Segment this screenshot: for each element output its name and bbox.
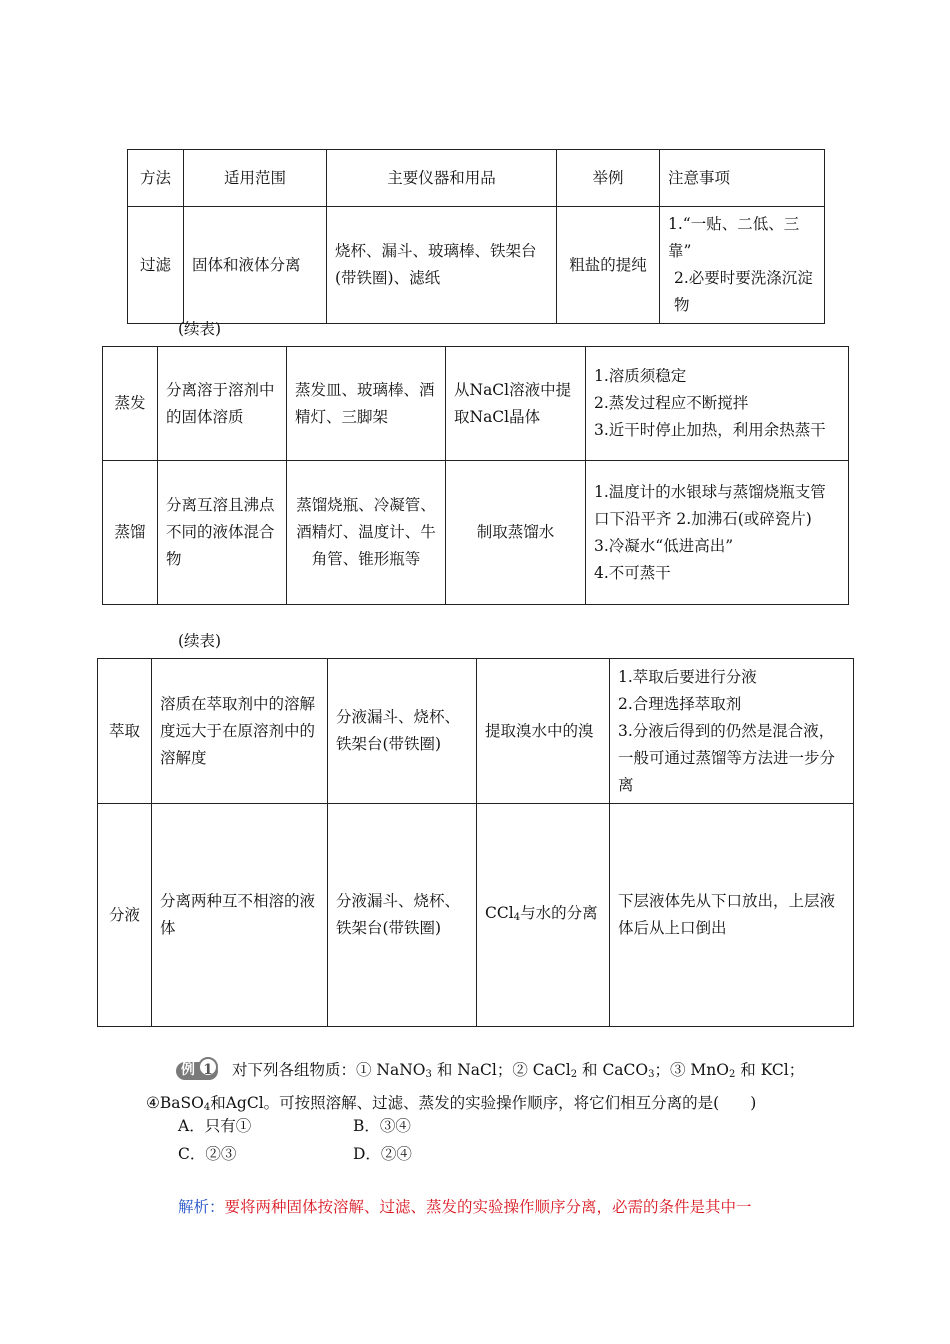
analysis [178,1193,752,1221]
separation-methods-table [127,149,825,324]
method-cell: 蒸发 [103,347,158,461]
note-line: 1.“一贴、二低、三靠” [668,215,800,260]
notes-cell [586,461,849,605]
question-line-2: ④BaSO$_4$和AgCl。可按照溶解、过滤、蒸发的实验操作顺序，将它们相互分离的是( ) [146,1094,757,1113]
option-d: D．②④ [353,1145,412,1163]
method-cell: 蒸馏 [103,461,158,605]
scope-cell: 分离两种互不相溶的液体 [152,804,328,1027]
notes-cell [660,207,825,324]
method-cell: 过滤 [128,207,184,324]
header-instruments: 主要仪器和用品 [327,150,557,207]
separation-methods-table-continued [102,346,849,605]
header-example: 举例 [557,150,660,207]
option-b: B．③④ [353,1117,411,1135]
example-cell: 提取溴水中的溴 [477,659,610,804]
example-cell: 从NaCl溶液中提取NaCl晶体 [446,347,586,461]
instruments-cell: 烧杯、漏斗、玻璃棒、铁架台(带铁圈)、滤纸 [327,207,557,324]
instruments-cell: 蒸发皿、玻璃棒、酒精灯、三脚架 [287,347,446,461]
note-line: 1.萃取后要进行分液 [618,667,757,686]
notes-cell [610,659,854,804]
note-line: 1.温度计的水银球与蒸馏烧瓶支管口下沿平齐 2.加沸石(或碎瓷片) [594,482,826,528]
instruments-cell: 分液漏斗、烧杯、铁架台(带铁圈) [328,659,477,804]
scope-cell: 固体和液体分离 [184,207,327,324]
note-line: 3.近干时停止加热，利用余热蒸干 [594,421,826,439]
example-badge-icon: 例 1 [176,1060,218,1082]
option-a: A．只有① [178,1117,252,1135]
method-cell: 分液 [98,804,152,1027]
note-line: 2.必要时要洗涤沉淀物 [674,269,813,314]
analysis-text: 要将两种固体按溶解、过滤、蒸发的实验操作顺序分离，必需的条件是其中一 [224,1198,752,1216]
header-scope: 适用范围 [184,150,327,207]
option-c: C．②③ [178,1145,237,1163]
scope-cell: 溶质在萃取剂中的溶解度远大于在原溶剂中的溶解度 [152,659,328,804]
header-notes: 注意事项 [660,150,825,207]
note-line: 3.冷凝水“低进高出” [594,536,734,555]
scope-cell: 分离溶于溶剂中的固体溶质 [158,347,287,461]
note-line: 3.分液后得到的仍然是混合液，一般可通过蒸馏等方法进一步分离 [618,721,836,794]
note-line: 2.蒸发过程应不断搅拌 [594,394,749,412]
note-line: 1.溶质须稳定 [594,367,687,385]
note-line: 4.不可蒸干 [594,563,671,582]
example-cell: 粗盐的提纯 [557,207,660,324]
continued-caption: (续表) [178,632,222,650]
separation-methods-table-continued-2 [97,658,854,1027]
question-line-1: 例 1 对下列各组物质：① NaNO$_3$ 和 NaCl；② CaCl$_2$ 和 CaCO$_3$；③ MnO$_2$ 和 KCl； [146,1056,826,1089]
instruments-cell: 蒸馏烧瓶、冷凝管、酒精灯、温度计、牛角管、锥形瓶等 [287,461,446,605]
note-line: 2.合理选择萃取剂 [618,694,742,713]
example-cell: 制取蒸馏水 [446,461,586,605]
instruments-cell: 分液漏斗、烧杯、铁架台(带铁圈) [328,804,477,1027]
example-cell: CCl$_4$与水的分离 [477,804,610,1027]
notes-cell: 下层液体先从下口放出，上层液体后从上口倒出 [610,804,854,1027]
analysis-label: 解析： [178,1198,225,1216]
continued-caption: (续表) [178,320,222,338]
notes-cell [586,347,849,461]
scope-cell: 分离互溶且沸点不同的液体混合物 [158,461,287,605]
header-method: 方法 [128,150,184,207]
method-cell: 萃取 [98,659,152,804]
